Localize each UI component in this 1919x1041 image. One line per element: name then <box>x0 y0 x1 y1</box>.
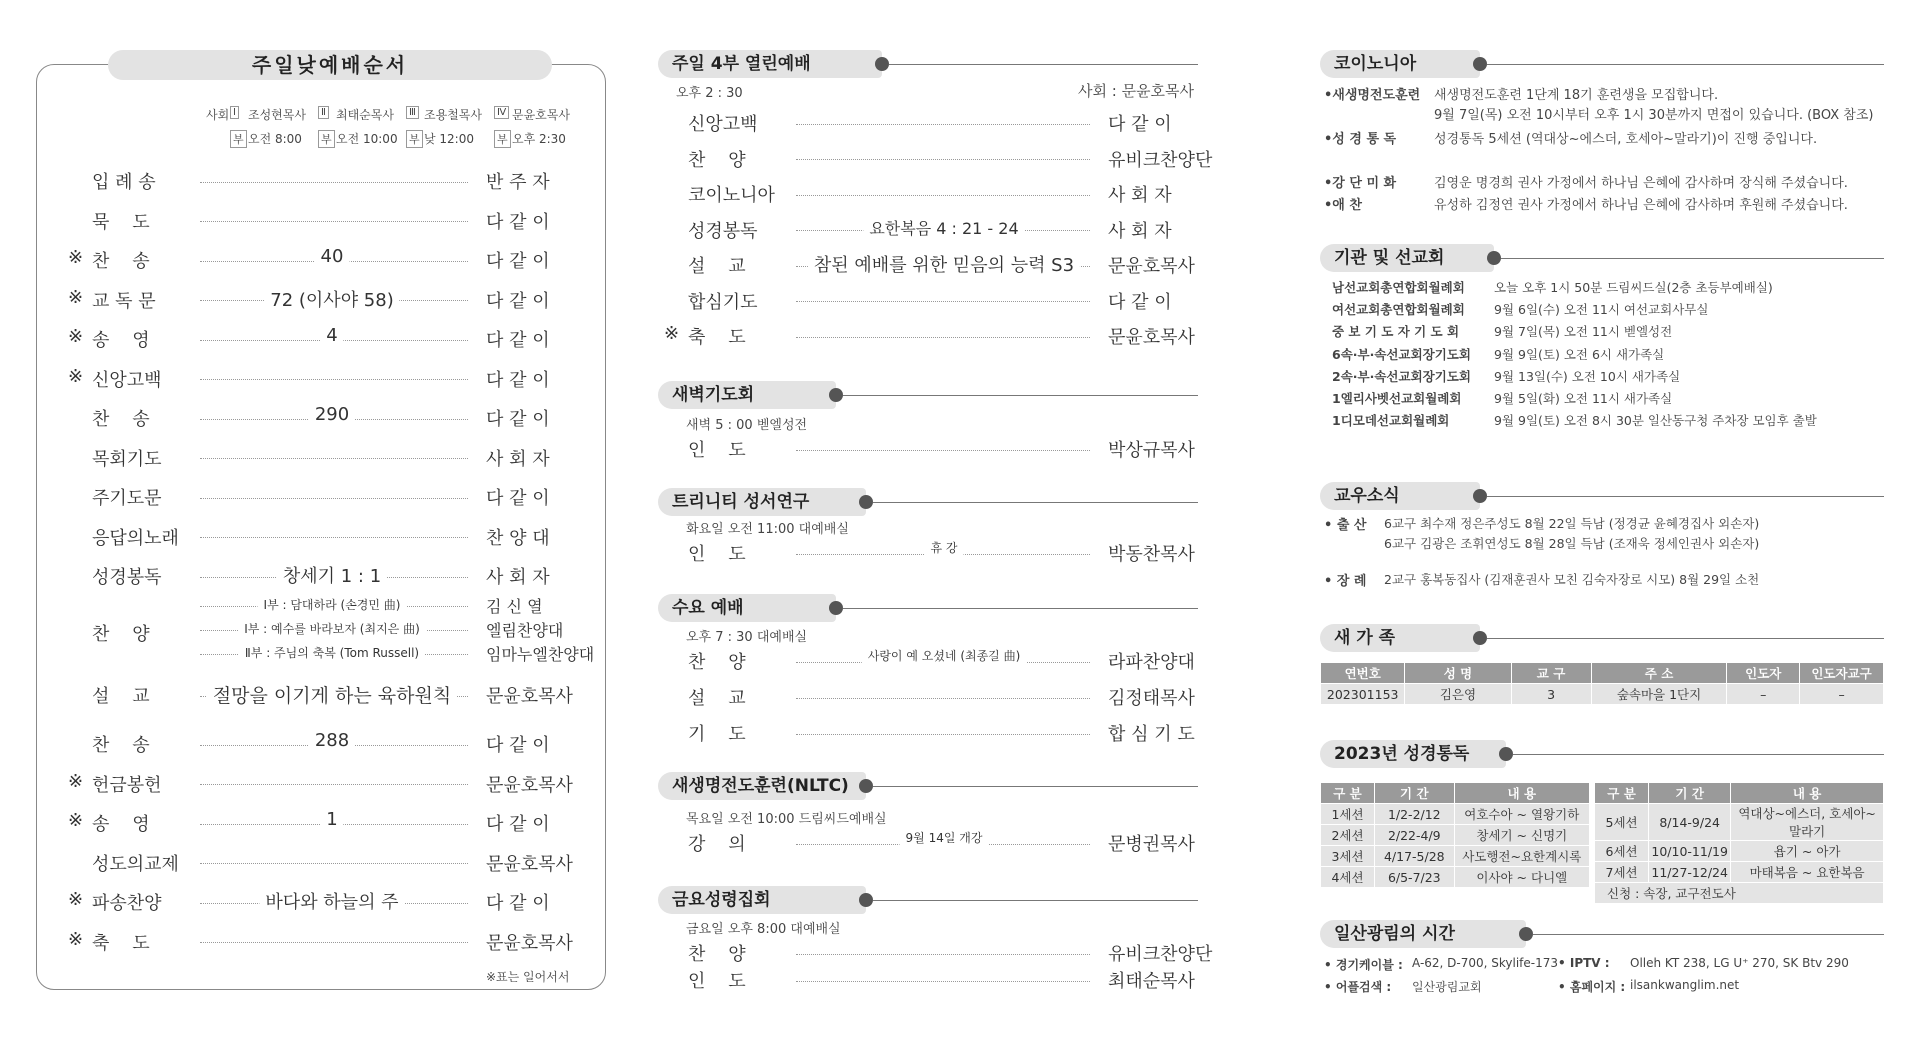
bullet-dot-icon <box>1487 251 1501 265</box>
order-item-detail: 40 <box>315 246 350 267</box>
leader-dots <box>796 124 1090 125</box>
session-number: Ⅱ <box>318 106 329 119</box>
mission-label: 중 보 기 도 자 기 도 회 <box>1332 324 1460 340</box>
table-row <box>1321 684 1884 705</box>
order-item-label: 목회기도 <box>92 448 162 470</box>
order-item-leader: 다 같 이 <box>486 369 550 391</box>
new-family-table <box>1320 662 1884 705</box>
table-row <box>1595 804 1884 841</box>
anthem-performer: 김 신 열 <box>486 597 543 616</box>
leader-dots <box>200 784 468 785</box>
bullet-dot-icon <box>829 388 843 402</box>
order-item-leader: 사 회 자 <box>1108 185 1172 206</box>
bullet-dot-icon <box>1473 57 1487 71</box>
table-cell: 3세션 <box>1321 846 1375 867</box>
section-title: 트리니티 성서연구 <box>658 488 866 516</box>
order-item-detail: 72 (이사야 58) <box>264 286 399 312</box>
order-item-label: 성경봉독 <box>92 567 162 588</box>
order-item-leader: 문윤호목사 <box>486 774 573 796</box>
table-row <box>1595 862 1884 883</box>
session-suffix: 부 <box>406 130 423 148</box>
section-title: 교우소식 <box>1320 482 1480 510</box>
order-item-label: 묵 도 <box>92 211 150 233</box>
standing-mark-icon: ※ <box>68 286 84 308</box>
standing-mark-icon: ※ <box>68 928 84 950</box>
koinonia-item-text: 성경통독 5세션 (역대상~에스더, 호세아~말라기)이 진행 중입니다. <box>1434 132 1818 147</box>
order-item-label: 찬 양 <box>688 944 746 965</box>
table-row <box>1595 883 1884 904</box>
order-item-label: 찬 양 <box>92 624 150 645</box>
order-item-leader: 라파찬양대 <box>1108 652 1195 673</box>
table-cell: 6세션 <box>1595 841 1649 862</box>
mission-text: 9월 9일(토) 오전 8시 30분 일산동구청 주차장 모임후 출발 <box>1494 413 1817 429</box>
order-item-leader: 다 같 이 <box>486 409 550 430</box>
leader-dots <box>796 954 1090 955</box>
section-rule <box>889 64 1198 65</box>
section-rule <box>1513 754 1884 755</box>
order-item-label: 파송찬양 <box>92 893 162 914</box>
order-item-label: 인 도 <box>688 440 746 461</box>
section-title: 2023년 성경통독 <box>1320 740 1506 768</box>
order-item-detail: 4 <box>320 325 343 346</box>
order-item-leader: 문윤호목사 <box>486 686 573 707</box>
table-cell: 2/22-4/9 <box>1375 825 1455 846</box>
section-schedule: 목요일 오전 10:00 드림씨드예배실 <box>686 812 887 827</box>
order-item-detail: 바다와 하늘의 주 <box>259 888 404 914</box>
order-item-leader: 김정태목사 <box>1108 688 1195 709</box>
section-title: 새 가 족 <box>1320 624 1480 652</box>
order-item-leader: 다 같 이 <box>486 330 550 351</box>
table-cell: 10/10-11/19 <box>1649 841 1731 862</box>
media-text: A-62, D-700, Skylife-173 <box>1412 956 1559 970</box>
anthem-performer: 임마누엘찬양대 <box>486 645 595 664</box>
news-text: 6교구 최수재 정은주성도 8월 22일 득남 (정경균 윤혜경집사 외손자) <box>1384 516 1760 531</box>
order-item-label: 인 도 <box>688 544 746 565</box>
section-title: 새벽기도회 <box>658 381 836 409</box>
section-title: 주일 4부 열린예배 <box>658 50 882 78</box>
order-item-label: 찬 양 <box>688 652 746 673</box>
koinonia-item-label: •애 찬 <box>1324 198 1362 213</box>
koinonia-item-label: •강 단 미 화 <box>1324 176 1397 191</box>
column-header: 주 소 <box>1591 663 1727 684</box>
order-item-label: 찬 송 <box>92 251 150 272</box>
leader-dots <box>796 698 1090 699</box>
session-time: 낮 12:00 <box>424 132 474 146</box>
table-cell: 이사야 ~ 다니엘 <box>1454 867 1589 888</box>
leader-dots <box>200 863 468 864</box>
table-cell: 1세션 <box>1321 804 1375 825</box>
bullet-dot-icon <box>875 57 889 71</box>
standing-mark-icon: ※ <box>68 247 84 268</box>
anthem-detail: Ⅰ부 : 예수를 바라보자 (최지은 曲) <box>238 620 426 637</box>
order-item-detail: 1 <box>320 809 343 830</box>
leader-dots <box>796 301 1090 302</box>
column-header: 성 명 <box>1405 663 1511 684</box>
order-item-leader: 다 같 이 <box>486 488 550 509</box>
standing-mark-icon: ※ <box>68 770 84 792</box>
order-item-label: 축 도 <box>92 932 150 954</box>
section-title: 새생명전도훈련(NLTC) <box>658 772 866 800</box>
bullet-dot-icon <box>859 779 873 793</box>
order-item-leader: 다 같 이 <box>1108 114 1172 135</box>
order-item-label: 인 도 <box>688 971 746 992</box>
leader-dots <box>200 221 468 222</box>
mission-text: 9월 7일(목) 오전 11시 벧엘성전 <box>1494 324 1673 340</box>
section-host: 사회 : 문윤호목사 <box>1078 82 1195 100</box>
table-cell: 7세션 <box>1595 862 1649 883</box>
session-time: 오전 8:00 <box>248 132 302 146</box>
session-leader: 조용철목사 <box>424 108 482 122</box>
order-item-label: 송 영 <box>92 330 150 351</box>
anthem-performer: 엘림찬양대 <box>486 621 564 640</box>
bullet-dot-icon <box>1519 927 1533 941</box>
section-rule <box>1533 934 1884 935</box>
order-item-label: 설 교 <box>688 688 746 709</box>
leader-dots <box>200 537 468 538</box>
session-suffix: 부 <box>494 130 511 148</box>
order-item-leader: 사 회 자 <box>1108 220 1172 242</box>
order-item-label: 송 영 <box>92 814 150 835</box>
section-title: 금요성령집회 <box>658 886 866 914</box>
koinonia-item-text: 김영운 명경희 권사 가정에서 하나님 은혜에 감사하며 장식해 주셨습니다. <box>1434 176 1848 191</box>
column-header: 인도자 <box>1727 663 1800 684</box>
leader-dots <box>796 195 1090 196</box>
leader-dots <box>200 498 468 499</box>
koinonia-item-label: •새생명전도훈련 <box>1324 88 1421 103</box>
table-cell: 숲속마을 1단지 <box>1591 684 1727 705</box>
table-row <box>1595 841 1884 862</box>
session-suffix: 부 <box>318 130 335 148</box>
session-number: Ⅳ <box>494 106 509 119</box>
order-item-leader: 문윤호목사 <box>1108 327 1195 348</box>
section-title: 수요 예배 <box>658 594 836 622</box>
table-cell: 8/14-9/24 <box>1649 804 1731 841</box>
section-rule <box>1487 496 1884 497</box>
mission-text: 오늘 오후 1시 50분 드림씨드실(2층 초등부예배실) <box>1494 280 1773 295</box>
table-cell: 6/5-7/23 <box>1375 867 1455 888</box>
order-item-leader: 유비크찬양단 <box>1108 944 1213 965</box>
standing-mark-icon: ※ <box>664 323 680 344</box>
order-item-detail: 288 <box>309 730 355 751</box>
order-item-label: 성경봉독 <box>688 220 758 242</box>
order-item-detail: 절망을 이기게 하는 육하원칙 <box>207 681 457 708</box>
column-header: 구 분 <box>1595 783 1649 804</box>
order-item-leader: 최태순목사 <box>1108 971 1195 992</box>
order-item-detail: 휴 강 <box>925 539 964 556</box>
table-cell: 4세션 <box>1321 867 1375 888</box>
section-rule <box>873 900 1198 901</box>
bible-reading-table <box>1594 782 1884 904</box>
order-item-leader: 다 같 이 <box>486 893 550 914</box>
order-item-label: 설 교 <box>92 686 150 707</box>
session-leader: 문윤호목사 <box>512 108 570 122</box>
table-cell: 202301153 <box>1321 684 1405 705</box>
table-cell: – <box>1800 684 1884 705</box>
session-time: 오후 2:30 <box>512 132 566 146</box>
bullet-dot-icon <box>829 601 843 615</box>
table-cell: 5세션 <box>1595 804 1649 841</box>
news-label: • 출 산 <box>1324 518 1367 533</box>
mission-label: 6속·부·속선교회장기도회 <box>1332 346 1471 362</box>
order-item-leader: 다 같 이 <box>486 814 550 835</box>
order-item-label: 찬 송 <box>92 409 150 430</box>
standing-mark-icon: ※ <box>68 889 84 910</box>
order-item-label: 찬 송 <box>92 735 150 756</box>
table-cell: 사도행전~요한계시록 <box>1454 846 1589 867</box>
table-row <box>1321 867 1590 888</box>
table-row <box>1321 825 1590 846</box>
leader-dots <box>200 379 468 380</box>
order-item-leader: 문병권목사 <box>1108 834 1195 855</box>
section-rule <box>1487 638 1884 639</box>
koinonia-item-text: 9월 7일(목) 오전 10시부터 오후 1시 30분까지 면접이 있습니다. (BOX 참조) <box>1434 108 1874 123</box>
media-label: • 어플검색 : <box>1324 980 1392 994</box>
bible-reading-table <box>1320 782 1590 888</box>
order-item-label: 입 례 송 <box>92 172 156 193</box>
table-header-row <box>1321 783 1590 804</box>
bullet-dot-icon <box>859 495 873 509</box>
section-rule <box>873 502 1198 503</box>
koinonia-item-text: 유성하 김정연 권사 가정에서 하나님 은혜에 감사하며 후원해 주셨습니다. <box>1434 198 1848 213</box>
koinonia-item-label: •성 경 통 독 <box>1324 132 1397 147</box>
order-item-leader: 다 같 이 <box>486 290 550 312</box>
bullet-dot-icon <box>1473 489 1487 503</box>
table-cell: – <box>1727 684 1800 705</box>
column-header: 기 간 <box>1649 783 1731 804</box>
news-label: • 장 례 <box>1324 574 1367 589</box>
leader-dots <box>796 337 1090 338</box>
order-item-leader: 박동찬목사 <box>1108 544 1195 565</box>
news-text: 2교구 홍복동집사 (김재훈권사 모친 김숙자장로 시모) 8월 29일 소천 <box>1384 572 1760 587</box>
table-cell: 욥기 ~ 아가 <box>1731 841 1884 862</box>
leader-dots <box>200 182 468 183</box>
order-item-leader: 반 주 자 <box>486 172 550 193</box>
session-suffix: 부 <box>230 130 247 148</box>
order-item-label: 신앙고백 <box>688 114 758 135</box>
order-item-label: 강 의 <box>688 834 746 855</box>
bullet-dot-icon <box>1473 631 1487 645</box>
column-header: 연번호 <box>1321 663 1405 684</box>
session-time: 오전 10:00 <box>336 132 398 146</box>
standing-mark-icon: ※ <box>68 326 84 347</box>
media-text: 일산광림교회 <box>1412 980 1482 994</box>
leader-dots <box>200 942 468 943</box>
order-item-leader: 사 회 자 <box>486 567 550 588</box>
order-item-leader: 합 심 기 도 <box>1108 724 1195 745</box>
session-number: Ⅲ <box>406 106 419 119</box>
table-row <box>1321 804 1590 825</box>
table-cell: 1/2-2/12 <box>1375 804 1455 825</box>
order-item-label: 설 교 <box>688 256 746 277</box>
table-cell: 2세션 <box>1321 825 1375 846</box>
order-item-leader: 다 같 이 <box>486 251 550 272</box>
section-rule <box>1487 64 1884 65</box>
anthem-detail: Ⅱ부 : 주님의 축복 (Tom Russell) <box>239 644 425 661</box>
table-cell: 4/17-5/28 <box>1375 846 1455 867</box>
section-title: 일산광림의 시간 <box>1320 920 1526 948</box>
section-rule <box>843 608 1198 609</box>
anthem-detail: Ⅰ부 : 담대하라 (손경민 曲) <box>258 596 407 613</box>
order-item-leader: 다 같 이 <box>486 735 550 756</box>
order-item-detail: 9월 14일 개강 <box>900 829 989 846</box>
registration-note: 신청 : 속장, 교구전도사 <box>1595 883 1884 904</box>
column-header: 구 분 <box>1321 783 1375 804</box>
section-rule <box>1501 258 1884 259</box>
media-label: • 홈페이지 : <box>1558 980 1626 994</box>
media-label: • IPTV : <box>1558 956 1610 970</box>
order-item-label: 기 도 <box>688 724 746 745</box>
table-header-row <box>1321 663 1884 684</box>
order-item-detail: 요한복음 4 : 21 - 24 <box>863 216 1024 239</box>
leader-dots <box>796 450 1090 451</box>
section-title: 기관 및 선교회 <box>1320 244 1494 272</box>
media-label: • 경기케이블 : <box>1324 958 1403 972</box>
order-item-detail: 290 <box>309 404 355 425</box>
order-item-leader: 찬 양 대 <box>486 527 550 549</box>
media-text: Olleh KT 238, LG U⁺ 270, SK Btv 290 <box>1630 956 1849 970</box>
order-item-label: 합심기도 <box>688 291 758 313</box>
mission-label: 1엘리사벳선교회월례회 <box>1332 391 1462 406</box>
column-header: 인도자교구 <box>1800 663 1884 684</box>
mission-text: 9월 6일(수) 오전 11시 여선교회사무실 <box>1494 302 1709 318</box>
leader-dots <box>796 981 1090 982</box>
column-header: 기 간 <box>1375 783 1455 804</box>
session-leader: 최태순목사 <box>336 108 394 122</box>
table-cell: 김은영 <box>1405 684 1511 705</box>
mission-label: 남선교회총연합회월례회 <box>1332 280 1465 295</box>
mission-text: 9월 5일(화) 오전 11시 새가족실 <box>1494 391 1673 406</box>
section-schedule: 새벽 5 : 00 벧엘성전 <box>686 418 808 433</box>
order-item-detail: 사랑이 예 오셨네 (최종길 曲) <box>862 647 1027 664</box>
order-item-leader: 유비크찬양단 <box>1108 149 1213 171</box>
leader-dots <box>796 734 1090 735</box>
mission-text: 9월 13일(수) 오전 10시 새가족실 <box>1494 368 1681 384</box>
order-item-label: 성도의교제 <box>92 853 179 875</box>
order-item-label: 신앙고백 <box>92 369 162 391</box>
leader-dots <box>796 159 1090 160</box>
order-item-detail: 창세기 1 : 1 <box>277 562 387 588</box>
table-cell: 3 <box>1511 684 1591 705</box>
column-header: 교 구 <box>1511 663 1591 684</box>
order-item-label: 코이노니아 <box>688 185 775 206</box>
standing-mark-icon: ※ <box>68 365 84 387</box>
order-item-detail: 참된 예배를 위한 믿음의 능력 S3 <box>808 251 1080 277</box>
koinonia-item-text: 새생명전도훈련 1단계 18기 훈련생을 모집합니다. <box>1434 88 1719 103</box>
order-item-leader: 다 같 이 <box>486 211 550 233</box>
order-item-leader: 문윤호목사 <box>486 932 573 954</box>
order-item-label: 교 독 문 <box>92 290 156 312</box>
news-text: 6교구 김광은 조휘연성도 8월 28일 득남 (조재욱 정세인권사 외손자) <box>1384 536 1760 551</box>
mission-label: 2속·부·속선교회장기도회 <box>1332 368 1471 384</box>
mission-label: 1디모데선교회월례회 <box>1332 413 1450 429</box>
order-item-label: 주기도문 <box>92 488 162 509</box>
worship-order-title: 주일낮예배순서 <box>108 50 552 80</box>
section-rule <box>843 395 1198 396</box>
table-cell: 마태복음 ~ 요한복음 <box>1731 862 1884 883</box>
section-schedule: 오후 7 : 30 대예배실 <box>686 630 808 645</box>
leader-dots <box>200 458 468 459</box>
session-prefix: 사회 <box>206 108 230 122</box>
section-schedule: 금요일 오후 8:00 대예배실 <box>686 922 841 937</box>
order-item-label: 축 도 <box>688 327 746 348</box>
bullet-dot-icon <box>1499 747 1513 761</box>
table-cell: 역대상~에스더, 호세아~말라기 <box>1731 804 1884 841</box>
section-schedule: 오후 2 : 30 <box>676 86 743 101</box>
table-row <box>1321 846 1590 867</box>
order-item-label: 응답의노래 <box>92 527 179 549</box>
order-item-label: 헌금봉헌 <box>92 774 162 796</box>
table-cell: 11/27-12/24 <box>1649 862 1731 883</box>
table-header-row <box>1595 783 1884 804</box>
column-header: 내 용 <box>1731 783 1884 804</box>
session-number: Ⅰ <box>230 106 239 119</box>
standing-mark-icon: ※ <box>68 810 84 831</box>
order-item-leader: 문윤호목사 <box>486 853 573 875</box>
column-header: 내 용 <box>1454 783 1589 804</box>
table-cell: 여호수아 ~ 열왕기하 <box>1454 804 1589 825</box>
order-item-leader: 다 같 이 <box>1108 291 1172 313</box>
order-item-leader: 문윤호목사 <box>1108 256 1195 277</box>
media-text: ilsankwanglim.net <box>1630 978 1740 992</box>
order-item-leader: 박상규목사 <box>1108 440 1195 461</box>
bullet-dot-icon <box>859 893 873 907</box>
mission-text: 9월 9일(토) 오전 6시 새가족실 <box>1494 346 1665 362</box>
section-title: 코이노니아 <box>1320 50 1480 78</box>
session-leader: 조성현목사 <box>248 108 306 122</box>
mission-label: 여선교회총연합회월례회 <box>1332 302 1465 318</box>
section-rule <box>873 786 1198 787</box>
order-item-label: 찬 양 <box>688 149 746 171</box>
order-item-leader: 사 회 자 <box>486 448 550 470</box>
section-schedule: 화요일 오전 11:00 대예배실 <box>686 522 849 537</box>
table-cell: 창세기 ~ 신명기 <box>1454 825 1589 846</box>
standing-footnote: ※표는 일어서서 <box>486 970 570 984</box>
